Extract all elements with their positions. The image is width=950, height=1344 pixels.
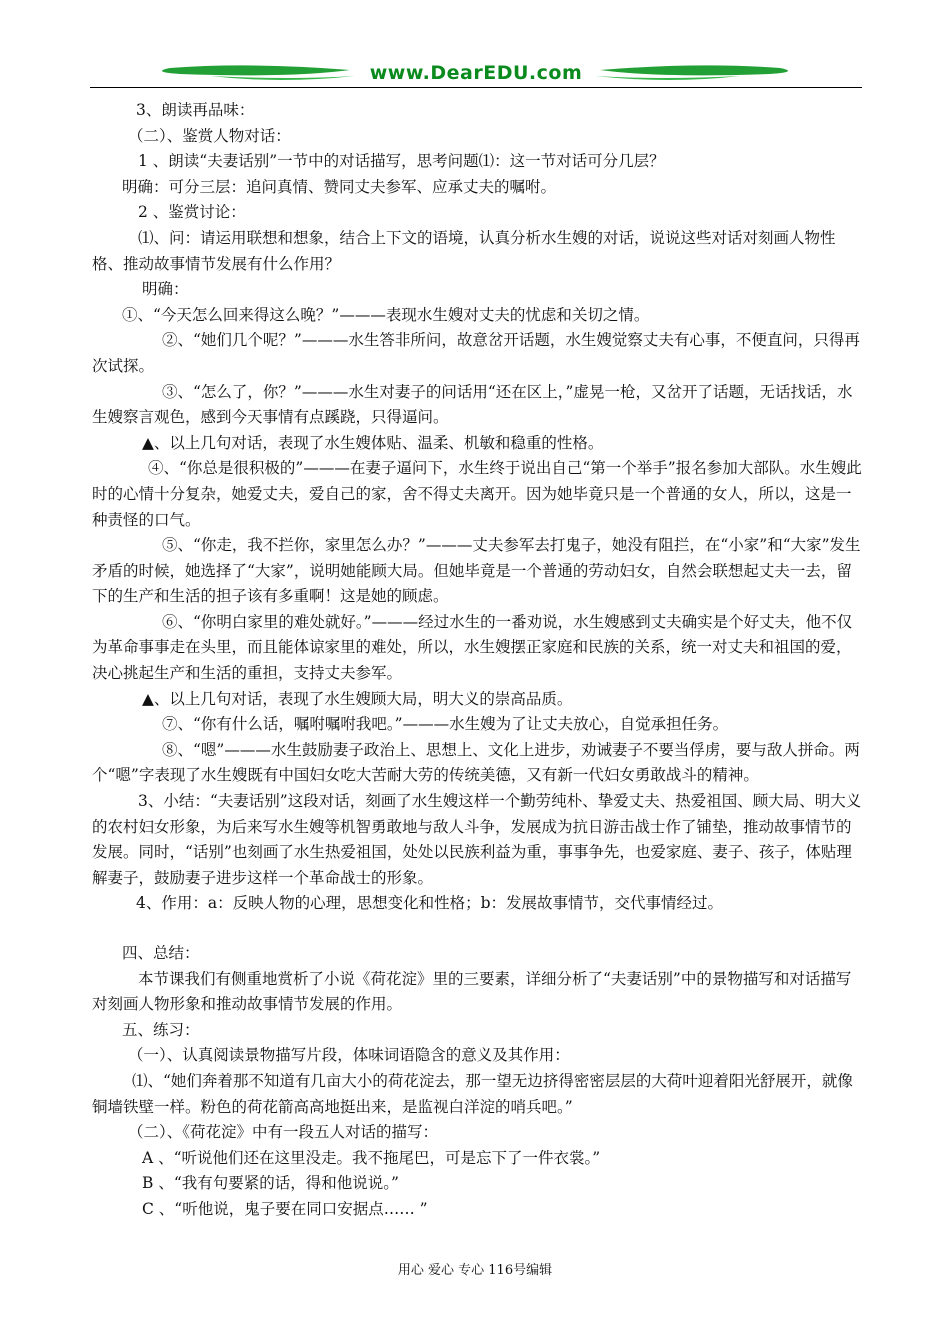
paragraph: （二）、鉴赏人物对话： xyxy=(128,126,291,145)
paragraph: ▲、以上几句对话，表现了水生嫂顾大局，明大义的崇高品质。 xyxy=(142,689,573,708)
paragraph: ①、“今天怎么回来得这么晚？”———表现水生嫂对丈夫的忧虑和关切之情。 xyxy=(122,305,650,324)
paragraph: ③、“怎么了，你？”———水生对妻子的问话用“还在区上，”虚晃一枪，又岔开了话题，无话找话，水生嫂察言观色，感到今天事情有点蹊跷，只得逼问。 xyxy=(92,382,853,427)
paragraph: 明确： xyxy=(142,280,189,299)
paragraph: ④、“你总是很积极的”———在妻子逼问下，水生终于说出自己“第一个举手”报名参加大部队。水生嫂此时的心情十分复杂，她爱丈夫，爱自己的家，舍不得丈夫离开。因为她毕竟只是一个普通的女人，所以，这是一种责怪的口气。 xyxy=(92,459,862,529)
paragraph: ▲、以上几句对话，表现了水生嫂体贴、温柔、机敏和稳重的性格。 xyxy=(142,433,604,452)
header-divider xyxy=(90,87,862,88)
paragraph: A 、“听说他们还在这里没走。我不拖尾巴，可是忘下了一件衣裳。” xyxy=(142,1148,601,1167)
paragraph: 五、练习： xyxy=(122,1020,200,1039)
paragraph: B 、“我有句要紧的话，得和他说说。” xyxy=(142,1174,399,1193)
paragraph: ⑴、问：请运用联想和想象，结合上下文的语境，认真分析水生嫂的对话，说说这些对话对刻画人物性格、推动故事情节发展有什么作用？ xyxy=(92,228,836,273)
paragraph: 明确：可分三层：追问真情、赞同丈夫参军、应承丈夫的嘱咐。 xyxy=(122,177,557,196)
paragraph: 3、朗读再品味： xyxy=(136,101,255,119)
paragraph: ②、“她们几个呢？”———水生答非所问，故意岔开话题，水生嫂觉察丈夫有心事，不便直问，只得再次试探。 xyxy=(92,331,860,375)
document-body xyxy=(92,98,862,1223)
paragraph: 3、小结：“夫妻话别”这段对话，刻画了水生嫂这样一个勤劳纯朴、挚爱丈夫、热爱祖国、顾大局、明大义的农村妇女形象，为后来写水生嫂等机智勇敢地与敌人斗争，发展成为抗日游击战士作了铺垫，推动故事情节的发展。同时，“话别”也刻画了水生热爱祖国，处处以民族利益为重，事事争先，也爱家庭、妻子、孩子，体贴理解妻子，鼓励妻子进步这样一个革命战士的形象。 xyxy=(92,792,862,887)
paragraph: C 、“听他说，鬼子要在同口安据点…… ” xyxy=(142,1199,428,1218)
paragraph: ⑦、“你有什么话，嘱咐嘱咐我吧。”———水生嫂为了让丈夫放心，自觉承担任务。 xyxy=(162,715,729,734)
paragraph: 本节课我们有侧重地赏析了小说《荷花淀》里的三要素，详细分析了“夫妻话别”中的景物描写和对话描写对刻画人物形象和推动故事情节发展的作用。 xyxy=(92,969,852,1014)
paragraph: 1 、朗读“夫妻话别”一节中的对话描写，思考问题⑴：这一节对话可分几层？ xyxy=(138,152,665,171)
paragraph: 四、总结： xyxy=(122,944,200,962)
paragraph: 2 、鉴赏讨论： xyxy=(138,203,246,222)
paragraph: ⑴、“她们奔着那不知道有几亩大小的荷花淀去，那一望无边挤得密密层层的大荷叶迎着阳光舒展开，就像铜墙铁壁一样。粉色的荷花箭高高地挺出来，是监视白洋淀的哨兵吧。” xyxy=(92,1071,853,1116)
paragraph: （一）、认真阅读景物描写片段，体味词语隐含的意义及其作用： xyxy=(128,1046,570,1065)
site-url: www.DearEDU.com xyxy=(369,62,583,84)
paragraph: （二）、《荷花淀》中有一段五人对话的描写： xyxy=(128,1123,439,1142)
site-header-banner xyxy=(90,58,862,90)
paragraph: ⑥、“你明白家里的难处就好。”———经过水生的一番劝说，水生嫂感到丈夫确实是个好丈夫，他不仅为革命事事走在头里，而且能体谅家里的难处，所以，水生嫂摆正家庭和民族的关系，统一对丈夫和祖国的爱，决心挑起生产和生活的重担，支持丈夫参军。 xyxy=(92,612,853,683)
paragraph: ⑤、“你走，我不拦你，家里怎么办？”———丈夫参军去打鬼子，她没有阻拦，在“小家”和“大家”发生矛盾的时候，她选择了“大家”，说明她能顾大局。但她毕竟是一个普通的劳动妇女，自然会联想起丈夫一去，留下的生产和生活的担子该有多重啊！这是她的顾虑。 xyxy=(92,536,861,606)
blank-line xyxy=(92,917,862,941)
page-footer: 用心 爱心 专心 116号编辑 xyxy=(397,1263,553,1278)
paragraph: 4、作用：a：反映人物的心理，思想变化和性格；b：发展故事情节，交代事情经过。 xyxy=(136,894,724,913)
paragraph: ⑧、“嗯”———水生鼓励妻子政治上、思想上、文化上进步，劝诫妻子不要当俘虏，要与敌人拼命。两个“嗯”字表现了水生嫂既有中国妇女吃大苦耐大劳的传统美德，又有新一代妇女勇敢战斗的精神。 xyxy=(92,740,860,785)
